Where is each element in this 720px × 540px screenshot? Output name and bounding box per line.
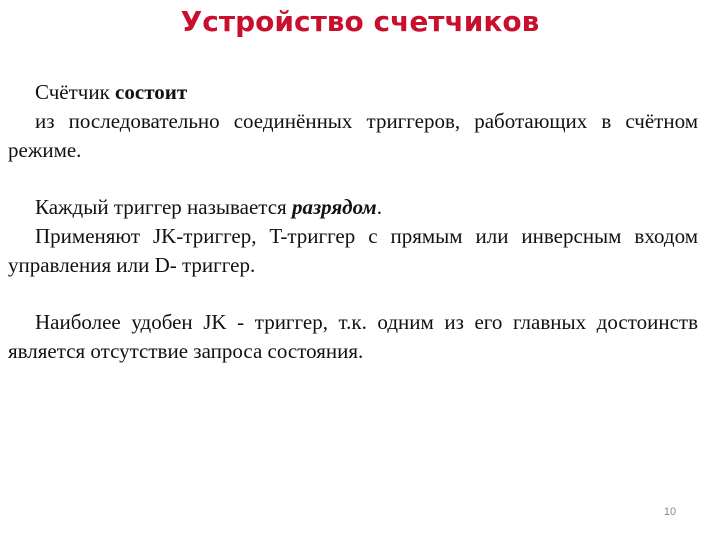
slide-number: 10 [663, 506, 677, 518]
paragraph-jk-advantage: Наиболее удобен JK - триггер, т.к. одним из его главных достоинств является отсутствие запроса состояния. [8, 310, 698, 363]
paragraph-trigger-bit [8, 193, 698, 222]
trigger-lead-text: Каждый триггер называется [35, 195, 292, 219]
paragraph-spacer [8, 280, 698, 308]
paragraph-counter-heading [8, 78, 698, 107]
paragraph-spacer [8, 165, 698, 193]
paragraph-trigger-types: Применяют JK-триггер, T-триггер с прямым или инверсным входом управления или D- триггер. [8, 224, 698, 277]
trigger-tail-text: . [376, 195, 382, 219]
slide-body [8, 78, 698, 366]
paragraph-counter-definition: из последовательно соединённых триггеров, работающих в счётном режиме. [8, 109, 698, 162]
slide-title: Устройство счетчиков [180, 5, 540, 38]
bit-term-text: разрядом [291, 195, 377, 219]
consists-bold-text: состоит [115, 80, 188, 104]
counter-lead-text: Счётчик [35, 80, 116, 104]
